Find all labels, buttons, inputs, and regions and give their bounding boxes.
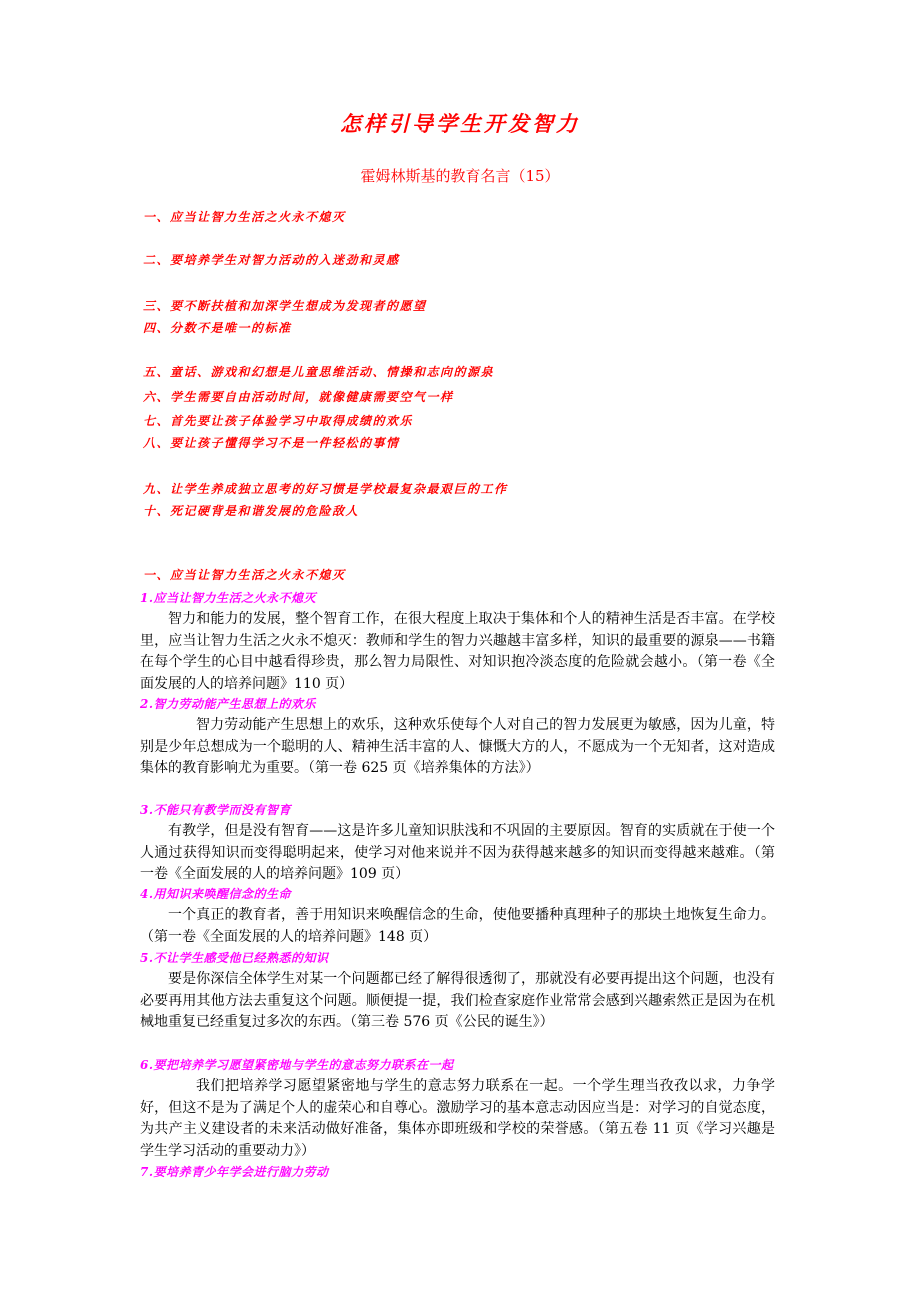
quote-title: 6.要把培养学习愿望紧密地与学生的意志努力联系在一起 — [140, 1058, 454, 1072]
quote-body: 智力和能力的发展，整个智育工作，在很大程度上取决于集体和个人的精神生活是否丰富。在学校里，应当让智力生活之火永不熄灭：教师和学生的智力兴趣越丰富多样，知识的最重要的源泉——书籍在每个学生的心目中越看得珍贵，那么智力局限性、对知识抱冷淡态度的危险就会越小。（第一卷《全面发展的人的培养问题》110 页） — [140, 611, 775, 692]
quote-body: 要是你深信全体学生对某一个问题都已经了解得很透彻了，那就没有必要再提出这个问题，也没有必要再用其他方法去重复这个问题。顺便提一提，我们检查家庭作业常常会感到兴趣索然正是因为在机械地重复已经重复过多次的东西。（第三卷 576 页《公民的诞生》） — [140, 971, 775, 1030]
quote-body: 智力劳动能产生思想上的欢乐，这种欢乐使每个人对自己的智力发展更为敏感，因为儿童，特别是少年总想成为一个聪明的人、精神生活丰富的人、慷慨大方的人，不愿成为一个无知者，这对造成集体的教育影响尤为重要。（第一卷 625 页《培养集体的方法》） — [140, 717, 775, 776]
document-subtitle: 霍姆林斯基的教育名言（15） — [360, 167, 560, 185]
quote-block-2 — [140, 695, 775, 780]
quote-body: 我们把培养学习愿望紧密地与学生的意志努力联系在一起。一个学生理当孜孜以求，力争学好，但这不是为了满足个人的虚荣心和自尊心。激励学习的基本意志动因应当是：对学习的自觉态度，为共产主义建设者的未来活动做好准备，集体亦即班级和学校的荣誉感。（第五卷 11 页《学习兴趣是学生学习活动的重要动力》） — [140, 1078, 775, 1159]
quote-title: 7.要培养青少年学会进行脑力劳动 — [140, 1165, 329, 1179]
quote-title: 4.用知识来唤醒信念的生命 — [140, 887, 292, 901]
toc-item: 九、让学生养成独立思考的好习惯是学校最复杂最艰巨的工作 — [143, 482, 508, 496]
toc-item: 五、童话、游戏和幻想是儿童思维活动、情操和志向的源泉 — [143, 365, 495, 379]
quote-block-3 — [140, 801, 775, 886]
quote-block-1 — [140, 589, 775, 695]
quote-block-7 — [140, 1163, 775, 1181]
toc-item: 一、应当让智力生活之火永不熄灭 — [143, 210, 346, 224]
quote-title: 3.不能只有教学而没有智育 — [140, 803, 292, 817]
quote-block-6 — [140, 1056, 775, 1162]
toc-item: 六、学生需要自由活动时间，就像健康需要空气一样 — [143, 390, 454, 404]
toc-item: 七、首先要让孩子体验学习中取得成绩的欢乐 — [143, 414, 414, 428]
quote-body: 一个真正的教育者，善于用知识来唤醒信念的生命，使他要播种真理种子的那块土地恢复生命力。（第一卷《全面发展的人的培养问题》148 页） — [140, 907, 775, 945]
toc-item: 三、要不断扶植和加深学生想成为发现者的愿望 — [143, 299, 427, 313]
quote-title: 2.智力劳动能产生思想上的欢乐 — [140, 697, 317, 711]
quote-body: 有教学，但是没有智育——这是许多儿童知识肤浅和不巩固的主要原因。智育的实质就在于使一个人通过获得知识而变得聪明起来，使学习对他来说并不因为获得越来越多的知识而变得越来越难。（第一卷《全面发展的人的培养问题》109 页） — [140, 823, 775, 882]
quote-block-5 — [140, 949, 775, 1034]
toc-item: 四、分数不是唯一的标准 — [143, 321, 292, 335]
quote-block-4 — [140, 885, 775, 948]
toc-item: 十、死记硬背是和谐发展的危险敌人 — [143, 504, 360, 518]
document-title: 怎样引导学生开发智力 — [340, 111, 580, 136]
section-heading: 一、应当让智力生活之火永不熄灭 — [143, 568, 346, 582]
quote-title: 5.不让学生感受他已经熟悉的知识 — [140, 951, 329, 965]
quote-title: 1.应当让智力生活之火永不熄灭 — [140, 591, 317, 605]
toc-item: 八、要让孩子懂得学习不是一件轻松的事情 — [143, 436, 400, 450]
toc-item: 二、要培养学生对智力活动的入迷劲和灵感 — [143, 253, 400, 267]
